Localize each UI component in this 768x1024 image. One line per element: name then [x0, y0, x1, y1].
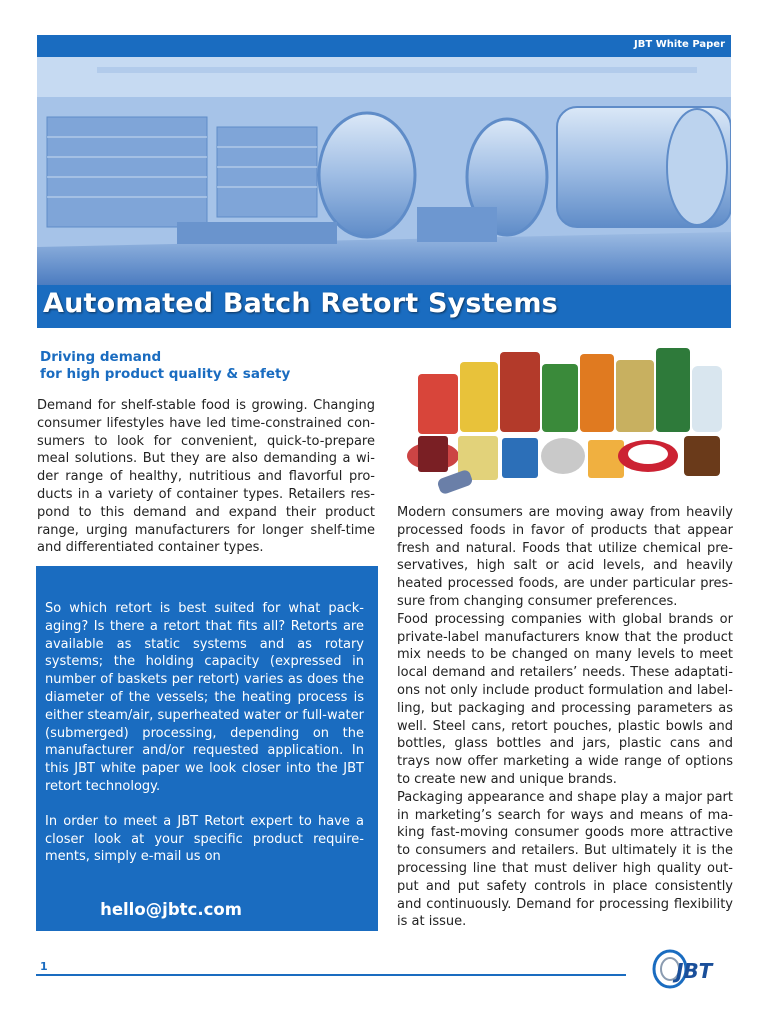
- contact-email-link[interactable]: hello@jbtc.com: [100, 900, 242, 919]
- subheading-line-2: for high product quality & safety: [40, 366, 291, 382]
- page-number: 1: [40, 960, 48, 973]
- intro-paragraph: Demand for shelf-stable food is growing. Changing consumer lifestyles have led time-constrained consumers to look for convenient, quick-to-prepare meal solutions. But they are also demanding a wider range of healthy, nutritious and flavorful products in a variety of container types. Retailers respond to this demand and expand their product range, urging manufacturers for longer shelf-time and differentiated container types.: [37, 398, 375, 556]
- products-image: [398, 344, 730, 494]
- body-paragraph: Packaging appearance and shape play a major part in marketing’s search for ways and means of making fast-moving consumer goods more attractive to consumers and retailers. But ultimately it is the processing line that must deliver high quality output and put safety controls in place consistently and continuously. Demand for processing flexibility is at issue.: [397, 789, 733, 930]
- callout-paragraph-2: In order to meet a JBT Retort expert to have a closer look at your specific product requirements, simply e-mail us on: [45, 813, 364, 865]
- footer-divider: [36, 974, 626, 976]
- header-bar: [37, 35, 731, 57]
- body-paragraph: Food processing companies with global brands or private-label manufacturers know that the product mix needs to be changed on many levels to meet local demand and retailers’ needs. These adaptations not only include product formulation and labelling, but packaging and processing parameters as well. Steel cans, retort pouches, plastic bowls and bottles, glass bottles and jars, plastic cans and trays now offer marketing a wide range of options to create new and unique brands.: [397, 611, 733, 787]
- svg-text:JBT: JBT: [676, 959, 713, 983]
- body-section: [397, 504, 733, 931]
- hero-image: [37, 57, 731, 285]
- subheading-line-1: Driving demand: [40, 349, 162, 365]
- jbt-logo: [648, 945, 728, 995]
- header-tag: JBT White Paper: [634, 39, 725, 50]
- title-bar: [37, 285, 731, 328]
- page-title: Automated Batch Retort Systems: [43, 288, 558, 319]
- subheading: [40, 349, 370, 383]
- callout-paragraph-1: So which retort is best suited for what packaging? Is there a retort that fits all? Retorts are available as static systems and as rotary systems; the holding capacity (expressed in number of baskets per retort) varies as does the diameter of the vessels; the heating process is either steam/air, superheated water or full-water (submerged) processing, depending on the manufacturer and/or requested application. In this JBT white paper we look closer into the JBT retort technology.: [45, 601, 364, 794]
- intro-section: [37, 397, 375, 557]
- callout-box: [36, 566, 378, 931]
- body-paragraph: Modern consumers are moving away from heavily processed foods in favor of products that appear fresh and natural. Foods that utilize chemical preservatives, high salt or acid levels, and heavily heated processed foods, are under particular pressure from changing consumer preferences.: [397, 505, 733, 609]
